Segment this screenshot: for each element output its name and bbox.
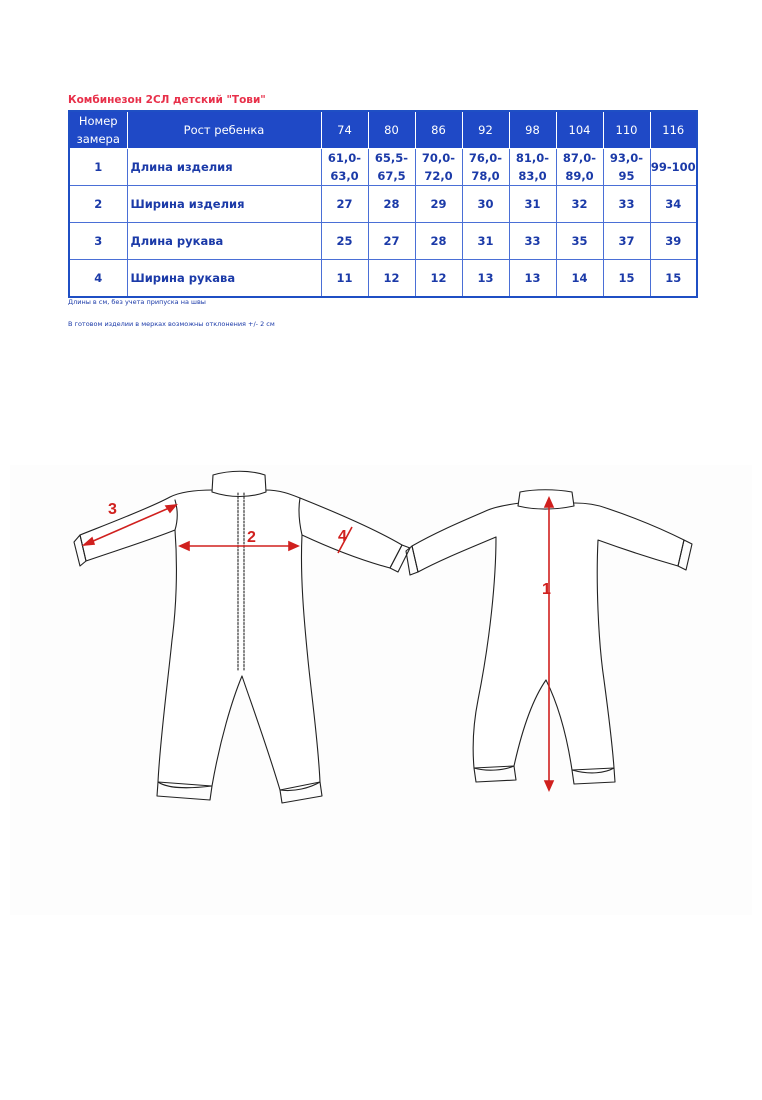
table-cell: 33 bbox=[603, 186, 650, 223]
table-cell: 99-100 bbox=[650, 149, 697, 186]
header-size: 80 bbox=[368, 111, 415, 149]
arrowhead bbox=[545, 781, 553, 790]
marker-2: 2 bbox=[247, 529, 256, 546]
marker-3: 3 bbox=[108, 501, 117, 518]
header-size: 92 bbox=[462, 111, 509, 149]
row-number: 1 bbox=[69, 149, 127, 186]
header-size: 104 bbox=[556, 111, 603, 149]
row-number: 2 bbox=[69, 186, 127, 223]
header-child-height: Рост ребенка bbox=[127, 111, 321, 149]
header-size: 116 bbox=[650, 111, 697, 149]
table-cell: 39 bbox=[650, 223, 697, 260]
table-cell: 61,0- 63,0 bbox=[321, 149, 368, 186]
table-cell: 37 bbox=[603, 223, 650, 260]
table-cell: 33 bbox=[509, 223, 556, 260]
header-size: 74 bbox=[321, 111, 368, 149]
table-cell: 76,0- 78,0 bbox=[462, 149, 509, 186]
table-cell: 11 bbox=[321, 260, 368, 298]
row-number: 4 bbox=[69, 260, 127, 298]
table-cell: 35 bbox=[556, 223, 603, 260]
row-number: 3 bbox=[69, 223, 127, 260]
table-cell: 87,0- 89,0 bbox=[556, 149, 603, 186]
table-cell: 31 bbox=[462, 223, 509, 260]
row-label: Длина изделия bbox=[127, 149, 321, 186]
front-body-outline bbox=[80, 490, 402, 791]
table-cell: 15 bbox=[650, 260, 697, 298]
table-cell: 65,5- 67,5 bbox=[368, 149, 415, 186]
row-label: Ширина изделия bbox=[127, 186, 321, 223]
table-cell: 25 bbox=[321, 223, 368, 260]
document-title: Комбинезон 2СЛ детский "Тови" bbox=[68, 94, 266, 106]
front-collar bbox=[212, 471, 266, 496]
table-cell: 12 bbox=[368, 260, 415, 298]
units-note: Длины в см, без учета припуска на швы bbox=[68, 298, 206, 306]
back-body-outline bbox=[412, 503, 684, 773]
table-cell: 93,0- 95 bbox=[603, 149, 650, 186]
table-cell: 70,0- 72,0 bbox=[415, 149, 462, 186]
header-size: 86 bbox=[415, 111, 462, 149]
marker-1: 1 bbox=[542, 581, 551, 598]
front-view bbox=[74, 471, 410, 803]
row-label: Длина рукава bbox=[127, 223, 321, 260]
header-measure-number: Номер замера bbox=[69, 111, 127, 149]
table-cell: 15 bbox=[603, 260, 650, 298]
row-label: Ширина рукава bbox=[127, 260, 321, 298]
table-cell: 32 bbox=[556, 186, 603, 223]
table-cell: 13 bbox=[462, 260, 509, 298]
table-cell: 12 bbox=[415, 260, 462, 298]
table-cell: 27 bbox=[321, 186, 368, 223]
table-cell: 34 bbox=[650, 186, 697, 223]
table-cell: 28 bbox=[368, 186, 415, 223]
table-cell: 30 bbox=[462, 186, 509, 223]
table-cell: 14 bbox=[556, 260, 603, 298]
table-cell: 81,0- 83,0 bbox=[509, 149, 556, 186]
table-cell: 29 bbox=[415, 186, 462, 223]
tolerance-note: В готовом изделии в мерках возможны отклонения +/- 2 см bbox=[68, 320, 275, 328]
table-cell: 28 bbox=[415, 223, 462, 260]
header-size: 110 bbox=[603, 111, 650, 149]
marker-4: 4 bbox=[338, 528, 347, 545]
header-size: 98 bbox=[509, 111, 556, 149]
table-cell: 31 bbox=[509, 186, 556, 223]
table-cell: 13 bbox=[509, 260, 556, 298]
table-cell: 27 bbox=[368, 223, 415, 260]
